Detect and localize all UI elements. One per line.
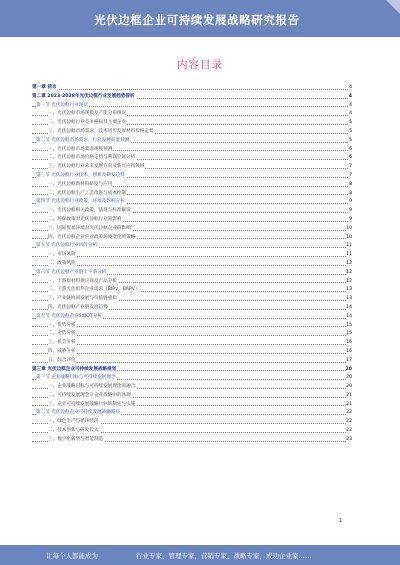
toc-entry-page: 10	[346, 234, 352, 240]
toc-heading: 内容目录	[177, 59, 223, 71]
toc-entry[interactable]	[32, 110, 352, 119]
toc-entry-page: 13	[346, 287, 352, 293]
toc-entry[interactable]	[32, 190, 352, 199]
toc-leader-dots	[32, 362, 348, 363]
toc-entry[interactable]	[32, 330, 352, 339]
toc-entry-page: 5	[349, 120, 352, 126]
page-number: 1	[339, 518, 343, 524]
toc-entry-label: 二、光伏边框行业竞争格局及主要企业	[48, 120, 127, 126]
toc-entry[interactable]	[32, 207, 352, 216]
toc-entry-label: 第四节 光伏边框行业政策，环境及影响分析	[36, 199, 125, 205]
toc-leader-dots	[32, 256, 348, 257]
toc-entry-page: 4	[349, 102, 352, 108]
toc-entry[interactable]	[32, 181, 352, 190]
toc-entry[interactable]	[32, 128, 352, 137]
toc-entry-label: 第三节 光伏边框行业技术，创新及研发趋势	[36, 172, 125, 178]
toc-leader-dots	[32, 353, 348, 354]
toc-entry[interactable]	[32, 427, 352, 436]
toc-entry[interactable]	[32, 102, 352, 111]
toc-entry-label: 第三章 光伏边框企业可持续发展战略规划	[32, 366, 117, 372]
toc-entry[interactable]	[32, 93, 352, 102]
toc-entry[interactable]	[32, 295, 352, 304]
toc-entry-label: 第一节 光伏边框行业现状	[36, 102, 88, 108]
toc-entry-label: 第七节 光伏边框企业SWOT分析	[36, 313, 102, 319]
toc-entry-label: 一、上游原材料供应商及产品分析	[48, 278, 117, 284]
toc-entry-label: 一、光伏边框相关政策，法规与标准解读	[48, 208, 131, 214]
toc-entry-page: 23	[346, 436, 352, 442]
toc-entry-label: 二、光伏边框生产工艺改进与成本控制	[48, 190, 127, 196]
toc-entry-label: 第二章 2023-2028年光伏边框行业发展趋势探析	[32, 93, 135, 99]
report-title: 光伏边框企业可持续发展战略研究报告	[94, 13, 300, 27]
toc-entry[interactable]	[32, 383, 352, 392]
toc-entry-page: 7	[349, 172, 352, 178]
toc-entry[interactable]	[32, 225, 352, 234]
toc-entry-page: 12	[346, 278, 352, 284]
toc-entry[interactable]	[32, 409, 352, 418]
toc-entry-page: 16	[346, 348, 352, 354]
toc-entry[interactable]	[32, 374, 352, 383]
toc-entry-page: 14	[346, 313, 352, 319]
toc-entry-page: 8	[349, 190, 352, 196]
toc-entry-page: 6	[349, 146, 352, 152]
report-header-bar	[0, 0, 400, 37]
toc-entry-page: 21	[346, 401, 352, 407]
toc-entry[interactable]	[32, 154, 352, 163]
toc-entry[interactable]	[32, 84, 352, 93]
toc-leader-dots	[32, 335, 348, 336]
toc-entry[interactable]	[32, 137, 352, 146]
toc-entry-page: 21	[346, 392, 352, 398]
toc-entry-page: 15	[346, 322, 352, 328]
toc-entry-label: 一、光伏边框新材料研发与应用	[48, 181, 113, 187]
toc-entry[interactable]	[32, 418, 352, 427]
toc-entry-label: 一、绿色生产与循环经济	[48, 419, 99, 425]
toc-entry-page: 4	[349, 85, 352, 90]
toc-entry-page: 7	[349, 164, 352, 170]
footer-slogan-left: 让每个人都能成为	[46, 552, 98, 560]
toc-entry[interactable]	[32, 146, 352, 155]
toc-entry[interactable]	[32, 119, 352, 128]
toc-entry[interactable]	[32, 278, 352, 287]
toc-entry[interactable]	[32, 304, 352, 313]
toc-entry-label: 二、技术创新与研发投入	[48, 428, 99, 434]
toc-entry[interactable]	[32, 269, 352, 278]
toc-entry[interactable]	[32, 234, 352, 243]
toc-entry-label: 二、政策风险	[48, 260, 76, 266]
toc-entry-label: 三、机会分析	[48, 340, 76, 346]
toc-entry-page: 14	[346, 304, 352, 310]
toc-entry-label: 四、光伏边框产业链发展趋势	[48, 304, 108, 310]
toc-entry-page: 20	[345, 366, 352, 372]
toc-entry-label: 一、市场风险	[48, 252, 76, 258]
corner-fold-decoration	[386, 0, 400, 14]
toc-entry[interactable]	[32, 436, 352, 445]
toc-entry[interactable]	[32, 366, 352, 375]
toc-entry-page: 8	[349, 181, 352, 187]
toc-entry-page: 11	[346, 243, 352, 249]
toc-entry[interactable]	[32, 251, 352, 260]
toc-entry-page: 6	[349, 155, 352, 161]
toc-entry[interactable]	[32, 163, 352, 172]
toc-entry-label: 三、光伏边框行业未来发展方向及新兴应用领域	[48, 164, 145, 170]
toc-entry-page: 17	[346, 357, 352, 363]
toc-entry[interactable]	[32, 216, 352, 225]
toc-entry-page: 16	[346, 340, 352, 346]
toc-entry-label: 第二节 光伏边框市场需求，行业发展前景预测	[36, 137, 130, 143]
toc-entry-page: 10	[346, 225, 352, 231]
toc-entry[interactable]	[32, 198, 352, 207]
toc-entry[interactable]	[32, 286, 352, 295]
toc-entry[interactable]	[32, 242, 352, 251]
toc-entry-page: 4	[348, 93, 352, 99]
toc-entry-page: 9	[349, 208, 352, 214]
toc-entry-page: 5	[349, 128, 352, 134]
toc-entry-label: 五、综合评价	[48, 357, 76, 363]
toc-entry-label: 一、企业战略目标与可持续发展理念的融合	[48, 384, 136, 390]
toc-entry-label: 第一章 前言	[32, 85, 57, 90]
toc-entry-label: 二、可持续发展理念在企业战略中的体现	[48, 392, 131, 398]
toc-entry-page: 11	[346, 252, 352, 258]
toc-entry[interactable]	[32, 260, 352, 269]
toc-entry-label: 四、光伏边框企业应对政策环境变化的策略	[48, 234, 136, 240]
toc-leader-dots	[32, 344, 348, 345]
toc-entry-page: 20	[346, 384, 352, 390]
toc-entry-page: 22	[346, 419, 352, 425]
toc-entry-page: 12	[346, 260, 352, 266]
toc-entry[interactable]	[32, 172, 352, 181]
toc-entry-label: 第二节 光伏边框企业可持续发展战略路径	[36, 410, 121, 416]
toc-entry-label: 三、产业链协同发展与价值链重构	[48, 296, 117, 302]
toc-entry-page: 4	[349, 111, 352, 117]
toc-entry[interactable]	[32, 392, 352, 401]
toc-entry-label: 二、劣势分析	[48, 331, 76, 337]
toc-entry-label: 四、威胁分析	[48, 348, 76, 354]
toc-entry-label: 一、光伏边框市场规模及产能分布情况	[48, 111, 127, 117]
table-of-contents	[32, 84, 352, 445]
toc-leader-dots	[32, 326, 348, 327]
toc-entry-page: 5	[349, 137, 352, 143]
toc-entry-label: 第一节 企业战略目标与可持续发展理念	[36, 375, 116, 381]
toc-entry[interactable]	[32, 339, 352, 348]
footer-slogan-right: 行业专家，管理专家，营销专家，战略专家，成功企业家……	[136, 552, 312, 560]
toc-entry-label: 三、光伏边框市场需求，技术进步及原材料价格走势	[48, 128, 154, 134]
toc-entry-label: 三、国际贸易环境对光伏边框企业的影响	[48, 225, 131, 231]
toc-entry[interactable]	[32, 322, 352, 331]
toc-entry[interactable]	[32, 348, 352, 357]
toc-entry-label: 二、光伏边框市场价格走势与利润空间分析	[48, 155, 136, 161]
toc-entry-page: 22	[346, 428, 352, 434]
toc-entry[interactable]	[32, 313, 352, 322]
toc-entry-page: 12	[346, 269, 352, 275]
toc-leader-dots	[32, 89, 348, 90]
toc-entry-page: 15	[346, 331, 352, 337]
toc-entry-label: 三、企业可持续发展战略目标的制定与实施	[48, 401, 136, 407]
toc-entry-label: 三、数字化转型与智能制造	[48, 436, 104, 442]
toc-entry-label: 二、下游光伏组件企业需求（BIPV，BAPV）	[48, 287, 140, 293]
toc-entry-label: 一、优势分析	[48, 322, 76, 328]
toc-entry-label: 第六节 光伏边框产业链上下游分析	[36, 269, 107, 275]
toc-entry-label: 第五节 光伏边框行业风险分析	[36, 243, 98, 249]
toc-entry-page: 22	[346, 410, 352, 416]
toc-entry-page: 13	[346, 296, 352, 302]
toc-entry-page: 9	[349, 216, 352, 222]
toc-entry-page: 9	[349, 199, 352, 205]
toc-entry-page: 20	[346, 375, 352, 381]
toc-leader-dots	[32, 265, 348, 266]
toc-entry-label: 一、光伏边框市场需求规模预测	[48, 146, 113, 152]
toc-entry[interactable]	[32, 357, 352, 366]
toc-entry-label: 二、环保政策对光伏边框行业的影响	[48, 216, 122, 222]
footer-bar	[0, 545, 400, 565]
toc-entry[interactable]	[32, 401, 352, 410]
